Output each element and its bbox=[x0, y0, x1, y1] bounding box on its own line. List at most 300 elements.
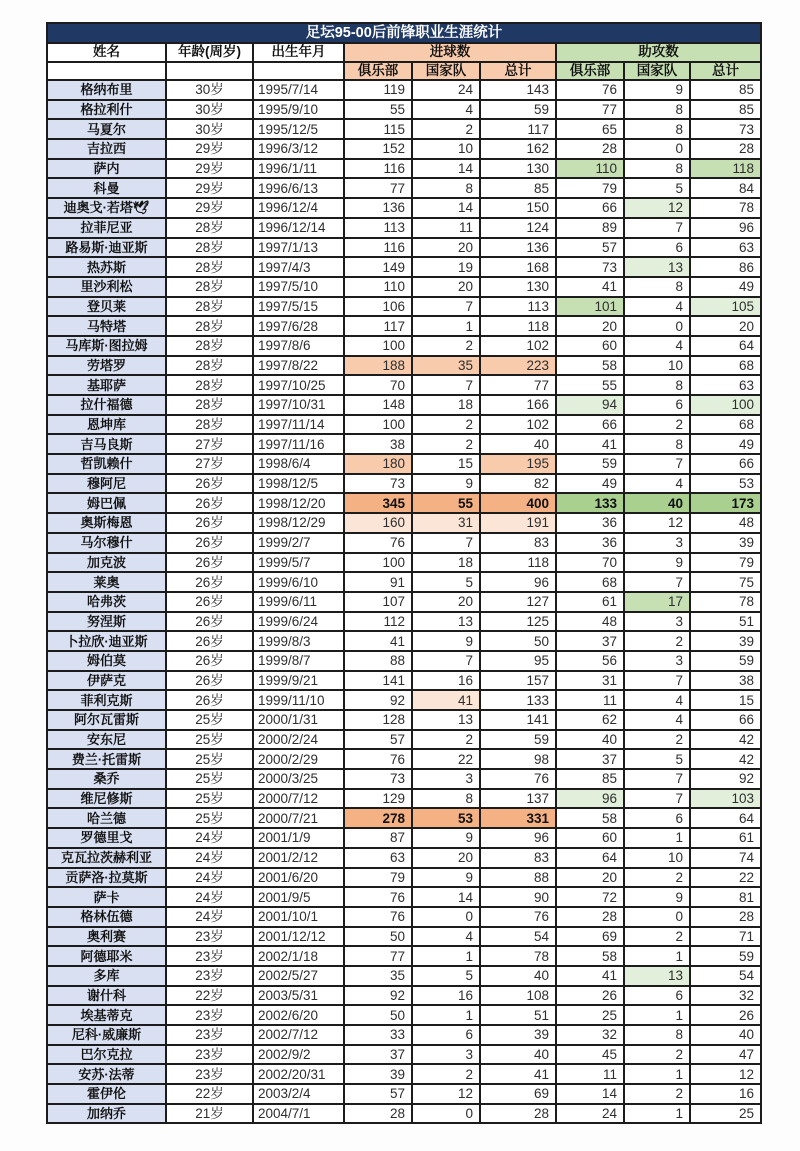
player-name-cell: 吉拉西 bbox=[47, 139, 166, 159]
assists-national-cell: 5 bbox=[624, 749, 690, 769]
age-cell: 28岁 bbox=[166, 297, 253, 317]
assists-national-cell: 8 bbox=[624, 119, 690, 139]
goals-national-cell: 7 bbox=[412, 297, 480, 317]
assists-total-cell: 74 bbox=[690, 848, 761, 868]
player-name-cell: 谢什科 bbox=[47, 986, 166, 1006]
age-cell: 26岁 bbox=[166, 612, 253, 632]
assists-club-cell: 58 bbox=[556, 946, 624, 966]
player-name-cell: 劳塔罗 bbox=[47, 356, 166, 376]
table-row bbox=[47, 828, 761, 848]
goals-total-cell: 96 bbox=[480, 572, 556, 592]
birthdate-cell: 1999/5/7 bbox=[253, 553, 344, 573]
player-name-cell: 贡萨洛·拉莫斯 bbox=[47, 868, 166, 888]
assists-national-cell: 7 bbox=[624, 572, 690, 592]
goals-national-cell: 15 bbox=[412, 454, 480, 474]
table-row bbox=[47, 848, 761, 868]
assists-club-cell: 96 bbox=[556, 789, 624, 809]
assists-club-cell: 133 bbox=[556, 493, 624, 513]
assists-national-cell: 4 bbox=[624, 297, 690, 317]
age-cell: 28岁 bbox=[166, 356, 253, 376]
goals-national-cell: 1 bbox=[412, 946, 480, 966]
age-cell: 29岁 bbox=[166, 139, 253, 159]
assists-national-cell: 13 bbox=[624, 257, 690, 277]
table-row bbox=[47, 808, 761, 828]
col-header-assists-total: 总计 bbox=[690, 62, 761, 81]
assists-total-cell: 47 bbox=[690, 1045, 761, 1065]
assists-national-cell: 1 bbox=[624, 828, 690, 848]
age-cell: 23岁 bbox=[166, 946, 253, 966]
assists-club-cell: 69 bbox=[556, 927, 624, 947]
goals-club-cell: 70 bbox=[344, 375, 412, 395]
player-name-cell: 奥利赛 bbox=[47, 927, 166, 947]
goals-total-cell: 39 bbox=[480, 1025, 556, 1045]
table-body bbox=[47, 80, 761, 1123]
age-cell: 25岁 bbox=[166, 730, 253, 750]
table-row bbox=[47, 178, 761, 198]
goals-total-cell: 130 bbox=[480, 159, 556, 179]
assists-national-cell: 10 bbox=[624, 356, 690, 376]
goals-club-cell: 180 bbox=[344, 454, 412, 474]
assists-total-cell: 68 bbox=[690, 356, 761, 376]
assists-total-cell: 92 bbox=[690, 769, 761, 789]
birthdate-cell: 2002/9/2 bbox=[253, 1045, 344, 1065]
assists-club-cell: 89 bbox=[556, 218, 624, 238]
goals-total-cell: 127 bbox=[480, 592, 556, 612]
player-name-cell: 阿德耶米 bbox=[47, 946, 166, 966]
birthdate-cell: 2002/7/12 bbox=[253, 1025, 344, 1045]
age-cell: 24岁 bbox=[166, 828, 253, 848]
assists-national-cell: 40 bbox=[624, 493, 690, 513]
assists-national-cell: 7 bbox=[624, 218, 690, 238]
assists-club-cell: 11 bbox=[556, 690, 624, 710]
player-name-cell: 安东尼 bbox=[47, 730, 166, 750]
table-row bbox=[47, 710, 761, 730]
table-row bbox=[47, 572, 761, 592]
goals-total-cell: 40 bbox=[480, 966, 556, 986]
player-name-cell: 路易斯·迪亚斯 bbox=[47, 238, 166, 258]
goals-total-cell: 50 bbox=[480, 631, 556, 651]
age-cell: 25岁 bbox=[166, 710, 253, 730]
player-name-cell: 迪奥戈·若塔🕊 bbox=[47, 198, 166, 218]
goals-total-cell: 54 bbox=[480, 927, 556, 947]
assists-club-cell: 101 bbox=[556, 297, 624, 317]
goals-national-cell: 24 bbox=[412, 80, 480, 100]
goals-club-cell: 152 bbox=[344, 139, 412, 159]
goals-total-cell: 85 bbox=[480, 178, 556, 198]
assists-total-cell: 51 bbox=[690, 612, 761, 632]
birthdate-cell: 2001/10/1 bbox=[253, 907, 344, 927]
goals-national-cell: 13 bbox=[412, 612, 480, 632]
goals-club-cell: 76 bbox=[344, 533, 412, 553]
birthdate-cell: 1997/10/31 bbox=[253, 395, 344, 415]
assists-club-cell: 60 bbox=[556, 828, 624, 848]
goals-total-cell: 331 bbox=[480, 808, 556, 828]
assists-national-cell: 8 bbox=[624, 100, 690, 120]
birthdate-cell: 1997/11/16 bbox=[253, 434, 344, 454]
assists-national-cell: 7 bbox=[624, 769, 690, 789]
goals-total-cell: 191 bbox=[480, 513, 556, 533]
goals-national-cell: 14 bbox=[412, 887, 480, 907]
player-name-cell: 穆阿尼 bbox=[47, 474, 166, 494]
assists-national-cell: 2 bbox=[624, 868, 690, 888]
player-name-cell: 克瓦拉茨赫利亚 bbox=[47, 848, 166, 868]
assists-club-cell: 65 bbox=[556, 119, 624, 139]
goals-club-cell: 39 bbox=[344, 1064, 412, 1084]
table-row bbox=[47, 80, 761, 100]
table-row bbox=[47, 592, 761, 612]
birthdate-cell: 2000/3/25 bbox=[253, 769, 344, 789]
goals-club-cell: 100 bbox=[344, 415, 412, 435]
goals-club-cell: 278 bbox=[344, 808, 412, 828]
assists-national-cell: 17 bbox=[624, 592, 690, 612]
table-row bbox=[47, 218, 761, 238]
assists-total-cell: 66 bbox=[690, 710, 761, 730]
age-cell: 30岁 bbox=[166, 80, 253, 100]
assists-total-cell: 28 bbox=[690, 139, 761, 159]
goals-club-cell: 110 bbox=[344, 277, 412, 297]
goals-club-cell: 73 bbox=[344, 769, 412, 789]
assists-club-cell: 41 bbox=[556, 966, 624, 986]
assists-total-cell: 53 bbox=[690, 474, 761, 494]
age-cell: 22岁 bbox=[166, 986, 253, 1006]
assists-national-cell: 4 bbox=[624, 710, 690, 730]
goals-national-cell: 9 bbox=[412, 474, 480, 494]
header-row-subcolumns bbox=[47, 62, 761, 81]
age-cell: 26岁 bbox=[166, 690, 253, 710]
table-row bbox=[47, 533, 761, 553]
table-row bbox=[47, 159, 761, 179]
col-header-goals-national: 国家队 bbox=[412, 62, 480, 81]
goals-club-cell: 57 bbox=[344, 1084, 412, 1104]
goals-total-cell: 124 bbox=[480, 218, 556, 238]
assists-total-cell: 71 bbox=[690, 927, 761, 947]
goals-club-cell: 188 bbox=[344, 356, 412, 376]
goals-total-cell: 77 bbox=[480, 375, 556, 395]
goals-national-cell: 9 bbox=[412, 631, 480, 651]
goals-national-cell: 0 bbox=[412, 907, 480, 927]
assists-national-cell: 2 bbox=[624, 631, 690, 651]
table-row bbox=[47, 631, 761, 651]
goals-total-cell: 141 bbox=[480, 710, 556, 730]
assists-total-cell: 26 bbox=[690, 1005, 761, 1025]
assists-total-cell: 48 bbox=[690, 513, 761, 533]
goals-national-cell: 3 bbox=[412, 1045, 480, 1065]
birthdate-cell: 1996/1/11 bbox=[253, 159, 344, 179]
assists-total-cell: 86 bbox=[690, 257, 761, 277]
player-name-cell: 卜拉欣·迪亚斯 bbox=[47, 631, 166, 651]
birthdate-cell: 1998/6/4 bbox=[253, 454, 344, 474]
goals-national-cell: 18 bbox=[412, 395, 480, 415]
assists-club-cell: 32 bbox=[556, 1025, 624, 1045]
assists-national-cell: 9 bbox=[624, 80, 690, 100]
goals-total-cell: 136 bbox=[480, 238, 556, 258]
birthdate-cell: 2003/2/4 bbox=[253, 1084, 344, 1104]
goals-total-cell: 108 bbox=[480, 986, 556, 1006]
goals-national-cell: 7 bbox=[412, 651, 480, 671]
age-cell: 25岁 bbox=[166, 789, 253, 809]
assists-national-cell: 4 bbox=[624, 336, 690, 356]
assists-total-cell: 42 bbox=[690, 749, 761, 769]
goals-total-cell: 88 bbox=[480, 868, 556, 888]
goals-national-cell: 7 bbox=[412, 375, 480, 395]
assists-national-cell: 12 bbox=[624, 198, 690, 218]
assists-national-cell: 9 bbox=[624, 887, 690, 907]
assists-club-cell: 37 bbox=[556, 631, 624, 651]
col-group-goals: 进球数 bbox=[344, 43, 556, 62]
assists-total-cell: 49 bbox=[690, 434, 761, 454]
assists-total-cell: 15 bbox=[690, 690, 761, 710]
player-name-cell: 萨内 bbox=[47, 159, 166, 179]
table-row bbox=[47, 415, 761, 435]
age-cell: 25岁 bbox=[166, 769, 253, 789]
goals-club-cell: 115 bbox=[344, 119, 412, 139]
goals-club-cell: 116 bbox=[344, 238, 412, 258]
birthdate-cell: 2001/1/9 bbox=[253, 828, 344, 848]
goals-total-cell: 59 bbox=[480, 730, 556, 750]
age-cell: 24岁 bbox=[166, 848, 253, 868]
assists-total-cell: 118 bbox=[690, 159, 761, 179]
age-cell: 30岁 bbox=[166, 100, 253, 120]
goals-total-cell: 117 bbox=[480, 119, 556, 139]
goals-national-cell: 20 bbox=[412, 848, 480, 868]
table-row bbox=[47, 966, 761, 986]
player-name-cell: 霍伊伦 bbox=[47, 1084, 166, 1104]
goals-national-cell: 13 bbox=[412, 710, 480, 730]
goals-total-cell: 118 bbox=[480, 316, 556, 336]
table-row bbox=[47, 434, 761, 454]
assists-total-cell: 85 bbox=[690, 80, 761, 100]
assists-club-cell: 48 bbox=[556, 612, 624, 632]
goals-national-cell: 6 bbox=[412, 1025, 480, 1045]
goals-national-cell: 2 bbox=[412, 730, 480, 750]
goals-club-cell: 79 bbox=[344, 868, 412, 888]
assists-club-cell: 26 bbox=[556, 986, 624, 1006]
age-cell: 26岁 bbox=[166, 651, 253, 671]
goals-total-cell: 162 bbox=[480, 139, 556, 159]
goals-club-cell: 107 bbox=[344, 592, 412, 612]
empty-header-name bbox=[47, 62, 166, 81]
assists-club-cell: 40 bbox=[556, 730, 624, 750]
player-name-cell: 安苏·法蒂 bbox=[47, 1064, 166, 1084]
age-cell: 27岁 bbox=[166, 454, 253, 474]
goals-national-cell: 2 bbox=[412, 415, 480, 435]
goals-national-cell: 20 bbox=[412, 238, 480, 258]
table-row bbox=[47, 927, 761, 947]
assists-total-cell: 64 bbox=[690, 336, 761, 356]
assists-national-cell: 1 bbox=[624, 1064, 690, 1084]
player-name-cell: 恩坤库 bbox=[47, 415, 166, 435]
assists-club-cell: 57 bbox=[556, 238, 624, 258]
goals-total-cell: 157 bbox=[480, 671, 556, 691]
assists-club-cell: 28 bbox=[556, 139, 624, 159]
goals-national-cell: 22 bbox=[412, 749, 480, 769]
table-row bbox=[47, 749, 761, 769]
player-name-cell: 马特塔 bbox=[47, 316, 166, 336]
player-name-cell: 拉菲尼亚 bbox=[47, 218, 166, 238]
assists-total-cell: 54 bbox=[690, 966, 761, 986]
age-cell: 23岁 bbox=[166, 966, 253, 986]
table-row bbox=[47, 119, 761, 139]
assists-club-cell: 11 bbox=[556, 1064, 624, 1084]
birthdate-cell: 1998/12/20 bbox=[253, 493, 344, 513]
age-cell: 30岁 bbox=[166, 119, 253, 139]
table-row bbox=[47, 198, 761, 218]
assists-national-cell: 1 bbox=[624, 1005, 690, 1025]
assists-total-cell: 103 bbox=[690, 789, 761, 809]
assists-club-cell: 45 bbox=[556, 1045, 624, 1065]
player-name-cell: 桑乔 bbox=[47, 769, 166, 789]
assists-total-cell: 85 bbox=[690, 100, 761, 120]
table-row bbox=[47, 257, 761, 277]
birthdate-cell: 2000/7/21 bbox=[253, 808, 344, 828]
goals-club-cell: 77 bbox=[344, 178, 412, 198]
assists-total-cell: 16 bbox=[690, 1084, 761, 1104]
player-name-cell: 奥斯梅恩 bbox=[47, 513, 166, 533]
birthdate-cell: 1998/12/5 bbox=[253, 474, 344, 494]
goals-national-cell: 1 bbox=[412, 316, 480, 336]
age-cell: 26岁 bbox=[166, 671, 253, 691]
player-name-cell: 费兰·托雷斯 bbox=[47, 749, 166, 769]
assists-national-cell: 8 bbox=[624, 434, 690, 454]
goals-total-cell: 96 bbox=[480, 828, 556, 848]
goals-total-cell: 113 bbox=[480, 297, 556, 317]
birthdate-cell: 1995/12/5 bbox=[253, 119, 344, 139]
goals-national-cell: 41 bbox=[412, 690, 480, 710]
age-cell: 28岁 bbox=[166, 375, 253, 395]
assists-total-cell: 20 bbox=[690, 316, 761, 336]
goals-club-cell: 106 bbox=[344, 297, 412, 317]
goals-club-cell: 136 bbox=[344, 198, 412, 218]
table-row bbox=[47, 769, 761, 789]
assists-national-cell: 1 bbox=[624, 1104, 690, 1124]
assists-national-cell: 8 bbox=[624, 159, 690, 179]
assists-total-cell: 59 bbox=[690, 651, 761, 671]
goals-national-cell: 14 bbox=[412, 159, 480, 179]
age-cell: 23岁 bbox=[166, 1005, 253, 1025]
goals-national-cell: 2 bbox=[412, 336, 480, 356]
goals-total-cell: 40 bbox=[480, 434, 556, 454]
player-name-cell: 登贝莱 bbox=[47, 297, 166, 317]
assists-club-cell: 85 bbox=[556, 769, 624, 789]
goals-total-cell: 95 bbox=[480, 651, 556, 671]
goals-club-cell: 50 bbox=[344, 1005, 412, 1025]
goals-national-cell: 2 bbox=[412, 119, 480, 139]
assists-club-cell: 49 bbox=[556, 474, 624, 494]
goals-club-cell: 92 bbox=[344, 690, 412, 710]
assists-national-cell: 13 bbox=[624, 966, 690, 986]
col-header-goals-club: 俱乐部 bbox=[344, 62, 412, 81]
age-cell: 28岁 bbox=[166, 218, 253, 238]
goals-national-cell: 7 bbox=[412, 533, 480, 553]
goals-total-cell: 125 bbox=[480, 612, 556, 632]
birthdate-cell: 2002/5/27 bbox=[253, 966, 344, 986]
player-name-cell: 科曼 bbox=[47, 178, 166, 198]
birthdate-cell: 2002/6/20 bbox=[253, 1005, 344, 1025]
assists-national-cell: 2 bbox=[624, 1084, 690, 1104]
player-name-cell: 吉马良斯 bbox=[47, 434, 166, 454]
goals-total-cell: 69 bbox=[480, 1084, 556, 1104]
birthdate-cell: 2002/20/31 bbox=[253, 1064, 344, 1084]
age-cell: 29岁 bbox=[166, 159, 253, 179]
goals-national-cell: 4 bbox=[412, 927, 480, 947]
table-row bbox=[47, 690, 761, 710]
birthdate-cell: 1996/12/14 bbox=[253, 218, 344, 238]
player-name-cell: 热苏斯 bbox=[47, 257, 166, 277]
assists-club-cell: 36 bbox=[556, 533, 624, 553]
age-cell: 28岁 bbox=[166, 316, 253, 336]
empty-header-birth bbox=[253, 62, 344, 81]
goals-national-cell: 11 bbox=[412, 218, 480, 238]
table-row bbox=[47, 474, 761, 494]
goals-national-cell: 16 bbox=[412, 671, 480, 691]
goals-total-cell: 102 bbox=[480, 415, 556, 435]
goals-national-cell: 10 bbox=[412, 139, 480, 159]
assists-total-cell: 42 bbox=[690, 730, 761, 750]
goals-national-cell: 18 bbox=[412, 553, 480, 573]
goals-national-cell: 20 bbox=[412, 277, 480, 297]
birthdate-cell: 1999/9/21 bbox=[253, 671, 344, 691]
assists-total-cell: 22 bbox=[690, 868, 761, 888]
age-cell: 23岁 bbox=[166, 1025, 253, 1045]
assists-total-cell: 25 bbox=[690, 1104, 761, 1124]
goals-club-cell: 28 bbox=[344, 1104, 412, 1124]
assists-total-cell: 75 bbox=[690, 572, 761, 592]
assists-total-cell: 39 bbox=[690, 631, 761, 651]
birthdate-cell: 2003/5/31 bbox=[253, 986, 344, 1006]
goals-club-cell: 119 bbox=[344, 80, 412, 100]
assists-club-cell: 68 bbox=[556, 572, 624, 592]
age-cell: 28岁 bbox=[166, 336, 253, 356]
assists-national-cell: 8 bbox=[624, 375, 690, 395]
birthdate-cell: 1998/12/29 bbox=[253, 513, 344, 533]
player-name-cell: 萨卡 bbox=[47, 887, 166, 907]
goals-national-cell: 31 bbox=[412, 513, 480, 533]
assists-national-cell: 2 bbox=[624, 415, 690, 435]
birthdate-cell: 2001/12/12 bbox=[253, 927, 344, 947]
assists-club-cell: 28 bbox=[556, 907, 624, 927]
assists-club-cell: 77 bbox=[556, 100, 624, 120]
goals-club-cell: 57 bbox=[344, 730, 412, 750]
assists-total-cell: 78 bbox=[690, 198, 761, 218]
assists-national-cell: 0 bbox=[624, 139, 690, 159]
goals-total-cell: 118 bbox=[480, 553, 556, 573]
assists-club-cell: 41 bbox=[556, 277, 624, 297]
age-cell: 26岁 bbox=[166, 553, 253, 573]
goals-club-cell: 148 bbox=[344, 395, 412, 415]
assists-club-cell: 94 bbox=[556, 395, 624, 415]
table-row bbox=[47, 238, 761, 258]
assists-total-cell: 96 bbox=[690, 218, 761, 238]
age-cell: 28岁 bbox=[166, 238, 253, 258]
assists-total-cell: 79 bbox=[690, 553, 761, 573]
assists-national-cell: 2 bbox=[624, 730, 690, 750]
assists-national-cell: 6 bbox=[624, 808, 690, 828]
assists-total-cell: 66 bbox=[690, 454, 761, 474]
assists-club-cell: 14 bbox=[556, 1084, 624, 1104]
assists-total-cell: 63 bbox=[690, 375, 761, 395]
age-cell: 29岁 bbox=[166, 178, 253, 198]
table-row bbox=[47, 395, 761, 415]
goals-club-cell: 149 bbox=[344, 257, 412, 277]
table-row bbox=[47, 277, 761, 297]
goals-total-cell: 59 bbox=[480, 100, 556, 120]
table-row bbox=[47, 907, 761, 927]
goals-total-cell: 223 bbox=[480, 356, 556, 376]
birthdate-cell: 1995/9/10 bbox=[253, 100, 344, 120]
goals-total-cell: 51 bbox=[480, 1005, 556, 1025]
birthdate-cell: 1999/8/7 bbox=[253, 651, 344, 671]
assists-national-cell: 7 bbox=[624, 671, 690, 691]
